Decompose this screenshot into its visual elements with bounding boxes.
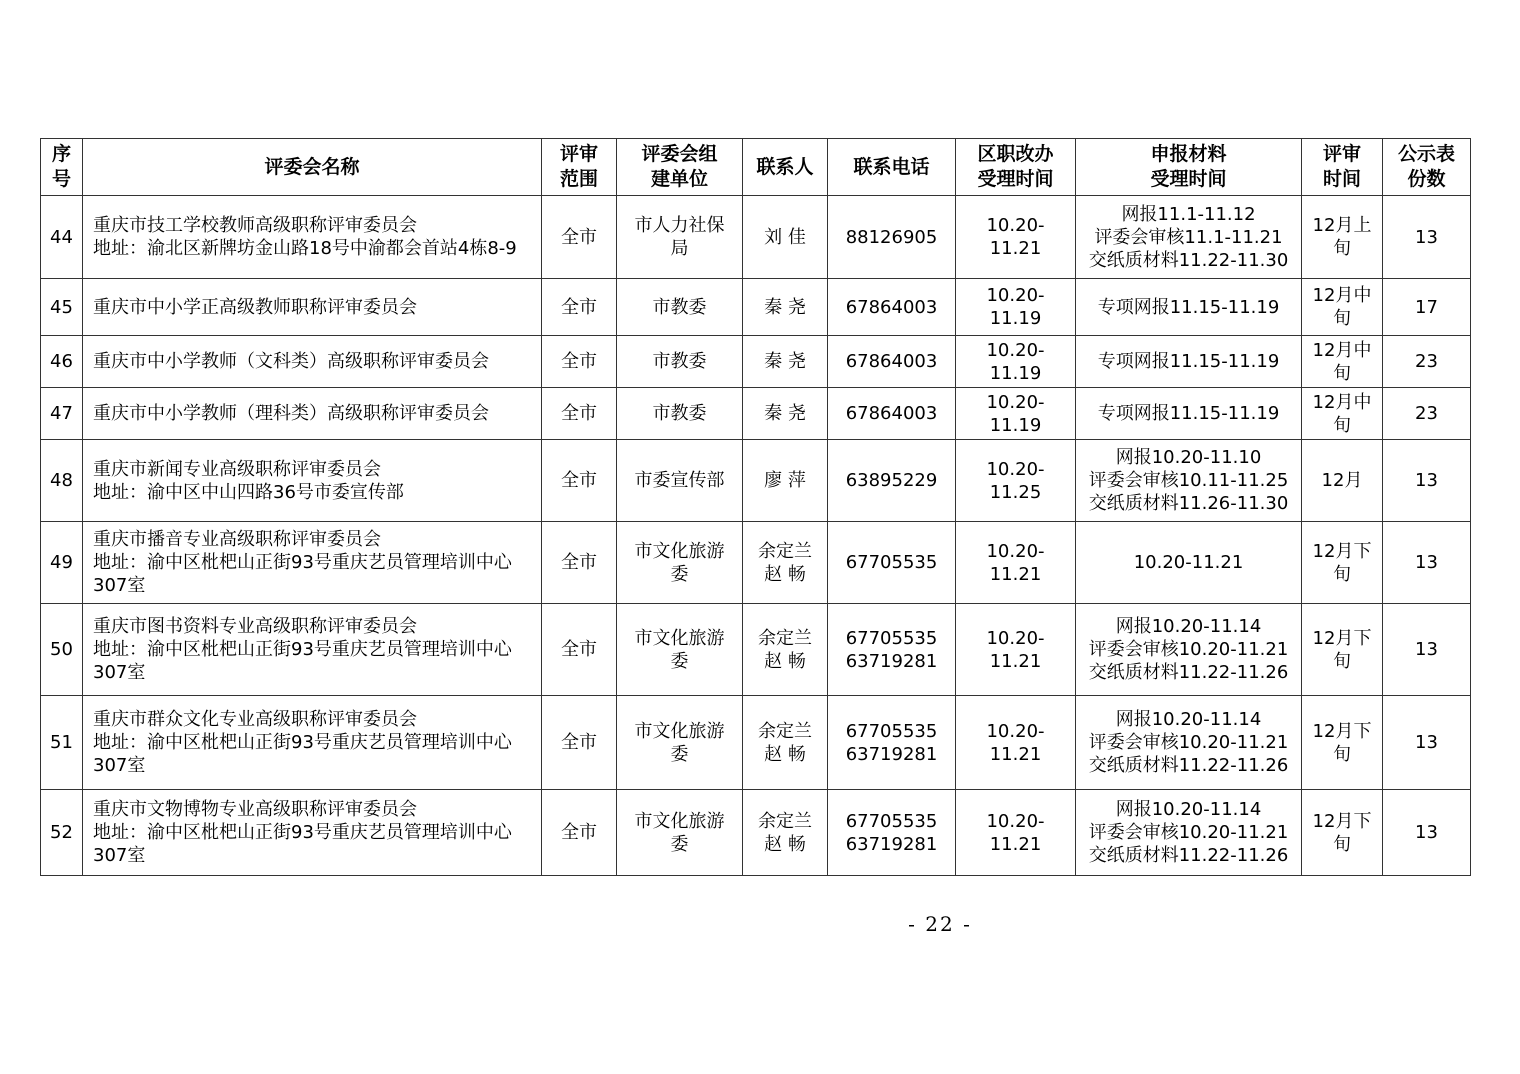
cell-contact: 秦 尧 [743,336,828,388]
cell-org: 市文化旅游 委 [617,696,743,790]
cell-org: 市委宣传部 [617,440,743,522]
cell-scope: 全市 [542,388,617,440]
cell-district-time: 10.20-11.21 [956,196,1076,279]
cell-review-time: 12月中 旬 [1302,279,1383,336]
header-scope: 评审 范围 [542,139,617,196]
table-row [41,440,1471,522]
cell-contact: 余定兰 赵 畅 [743,604,828,696]
cell-contact: 廖 萍 [743,440,828,522]
cell-org: 市教委 [617,336,743,388]
cell-no: 50 [41,604,83,696]
cell-review-time: 12月下 旬 [1302,522,1383,604]
cell-phone: 63895229 [828,440,956,522]
cell-district-time: 10.20-11.25 [956,440,1076,522]
cell-copies: 13 [1383,790,1471,876]
cell-name: 重庆市图书资料专业高级职称评审委员会 地址：渝中区枇杷山正街93号重庆艺员管理培训中心 307室 [83,604,542,696]
cell-no: 45 [41,279,83,336]
cell-district-time: 10.20-11.21 [956,696,1076,790]
table-row [41,522,1471,604]
cell-district-time: 10.20-11.19 [956,336,1076,388]
cell-phone: 67705535 63719281 [828,604,956,696]
table-row [41,279,1471,336]
cell-contact: 秦 尧 [743,388,828,440]
cell-material-time: 网报10.20-11.10 评委会审核10.11-11.25 交纸质材料11.26-11.30 [1076,440,1302,522]
header-material-time: 申报材料 受理时间 [1076,139,1302,196]
cell-copies: 13 [1383,604,1471,696]
cell-copies: 13 [1383,696,1471,790]
cell-review-time: 12月中 旬 [1302,388,1383,440]
cell-name: 重庆市播音专业高级职称评审委员会 地址：渝中区枇杷山正街93号重庆艺员管理培训中心 307室 [83,522,542,604]
cell-phone: 67864003 [828,279,956,336]
cell-copies: 13 [1383,196,1471,279]
cell-contact: 余定兰 赵 畅 [743,696,828,790]
cell-no: 52 [41,790,83,876]
cell-copies: 23 [1383,388,1471,440]
cell-org: 市文化旅游 委 [617,790,743,876]
header-review-time: 评审 时间 [1302,139,1383,196]
cell-org: 市教委 [617,388,743,440]
header-phone: 联系电话 [828,139,956,196]
cell-material-time: 网报10.20-11.14 评委会审核10.20-11.21 交纸质材料11.22-11.26 [1076,604,1302,696]
review-committee-table [40,138,1471,876]
table-row [41,790,1471,876]
cell-contact: 刘 佳 [743,196,828,279]
cell-copies: 13 [1383,522,1471,604]
cell-scope: 全市 [542,790,617,876]
cell-contact: 余定兰 赵 畅 [743,522,828,604]
header-copies: 公示表 份数 [1383,139,1471,196]
cell-copies: 23 [1383,336,1471,388]
header-org: 评委会组 建单位 [617,139,743,196]
cell-name: 重庆市群众文化专业高级职称评审委员会 地址：渝中区枇杷山正街93号重庆艺员管理培训中心 307室 [83,696,542,790]
table-row [41,696,1471,790]
cell-material-time: 专项网报11.15-11.19 [1076,336,1302,388]
cell-name: 重庆市技工学校教师高级职称评审委员会 地址：渝北区新牌坊金山路18号中渝都会首站4栋8-9 [83,196,542,279]
cell-phone: 67864003 [828,388,956,440]
cell-no: 49 [41,522,83,604]
cell-phone: 67864003 [828,336,956,388]
cell-material-time: 10.20-11.21 [1076,522,1302,604]
cell-district-time: 10.20-11.19 [956,388,1076,440]
cell-scope: 全市 [542,522,617,604]
cell-no: 46 [41,336,83,388]
cell-review-time: 12月下 旬 [1302,790,1383,876]
cell-name: 重庆市新闻专业高级职称评审委员会 地址：渝中区中山四路36号市委宣传部 [83,440,542,522]
table-row [41,388,1471,440]
cell-material-time: 专项网报11.15-11.19 [1076,388,1302,440]
header-no: 序 号 [41,139,83,196]
table-header-row [41,139,1471,196]
cell-copies: 13 [1383,440,1471,522]
cell-org: 市文化旅游 委 [617,522,743,604]
table-row [41,196,1471,279]
table-row [41,336,1471,388]
cell-contact: 秦 尧 [743,279,828,336]
cell-name: 重庆市中小学教师（文科类）高级职称评审委员会 [83,336,542,388]
cell-no: 44 [41,196,83,279]
cell-phone: 67705535 [828,522,956,604]
header-district-time: 区职改办 受理时间 [956,139,1076,196]
cell-review-time: 12月下 旬 [1302,696,1383,790]
cell-no: 51 [41,696,83,790]
cell-material-time: 网报10.20-11.14 评委会审核10.20-11.21 交纸质材料11.22-11.26 [1076,696,1302,790]
table-row [41,604,1471,696]
cell-phone: 67705535 63719281 [828,790,956,876]
cell-no: 47 [41,388,83,440]
cell-district-time: 10.20-11.21 [956,522,1076,604]
cell-phone: 88126905 [828,196,956,279]
cell-org: 市教委 [617,279,743,336]
cell-name: 重庆市中小学正高级教师职称评审委员会 [83,279,542,336]
cell-copies: 17 [1383,279,1471,336]
cell-scope: 全市 [542,279,617,336]
cell-name: 重庆市文物博物专业高级职称评审委员会 地址：渝中区枇杷山正街93号重庆艺员管理培训中心 307室 [83,790,542,876]
page-number: - 22 - [908,912,972,936]
cell-review-time: 12月 [1302,440,1383,522]
cell-review-time: 12月上 旬 [1302,196,1383,279]
cell-material-time: 网报11.1-11.12 评委会审核11.1-11.21 交纸质材料11.22-11.30 [1076,196,1302,279]
cell-scope: 全市 [542,196,617,279]
cell-scope: 全市 [542,604,617,696]
header-contact: 联系人 [743,139,828,196]
cell-contact: 余定兰 赵 畅 [743,790,828,876]
cell-material-time: 网报10.20-11.14 评委会审核10.20-11.21 交纸质材料11.22-11.26 [1076,790,1302,876]
cell-org: 市文化旅游 委 [617,604,743,696]
cell-name: 重庆市中小学教师（理科类）高级职称评审委员会 [83,388,542,440]
cell-phone: 67705535 63719281 [828,696,956,790]
cell-no: 48 [41,440,83,522]
cell-district-time: 10.20-11.21 [956,790,1076,876]
cell-review-time: 12月下 旬 [1302,604,1383,696]
header-name: 评委会名称 [83,139,542,196]
cell-org: 市人力社保 局 [617,196,743,279]
cell-scope: 全市 [542,696,617,790]
cell-district-time: 10.20-11.21 [956,604,1076,696]
cell-material-time: 专项网报11.15-11.19 [1076,279,1302,336]
cell-district-time: 10.20-11.19 [956,279,1076,336]
cell-scope: 全市 [542,336,617,388]
cell-review-time: 12月中 旬 [1302,336,1383,388]
cell-scope: 全市 [542,440,617,522]
